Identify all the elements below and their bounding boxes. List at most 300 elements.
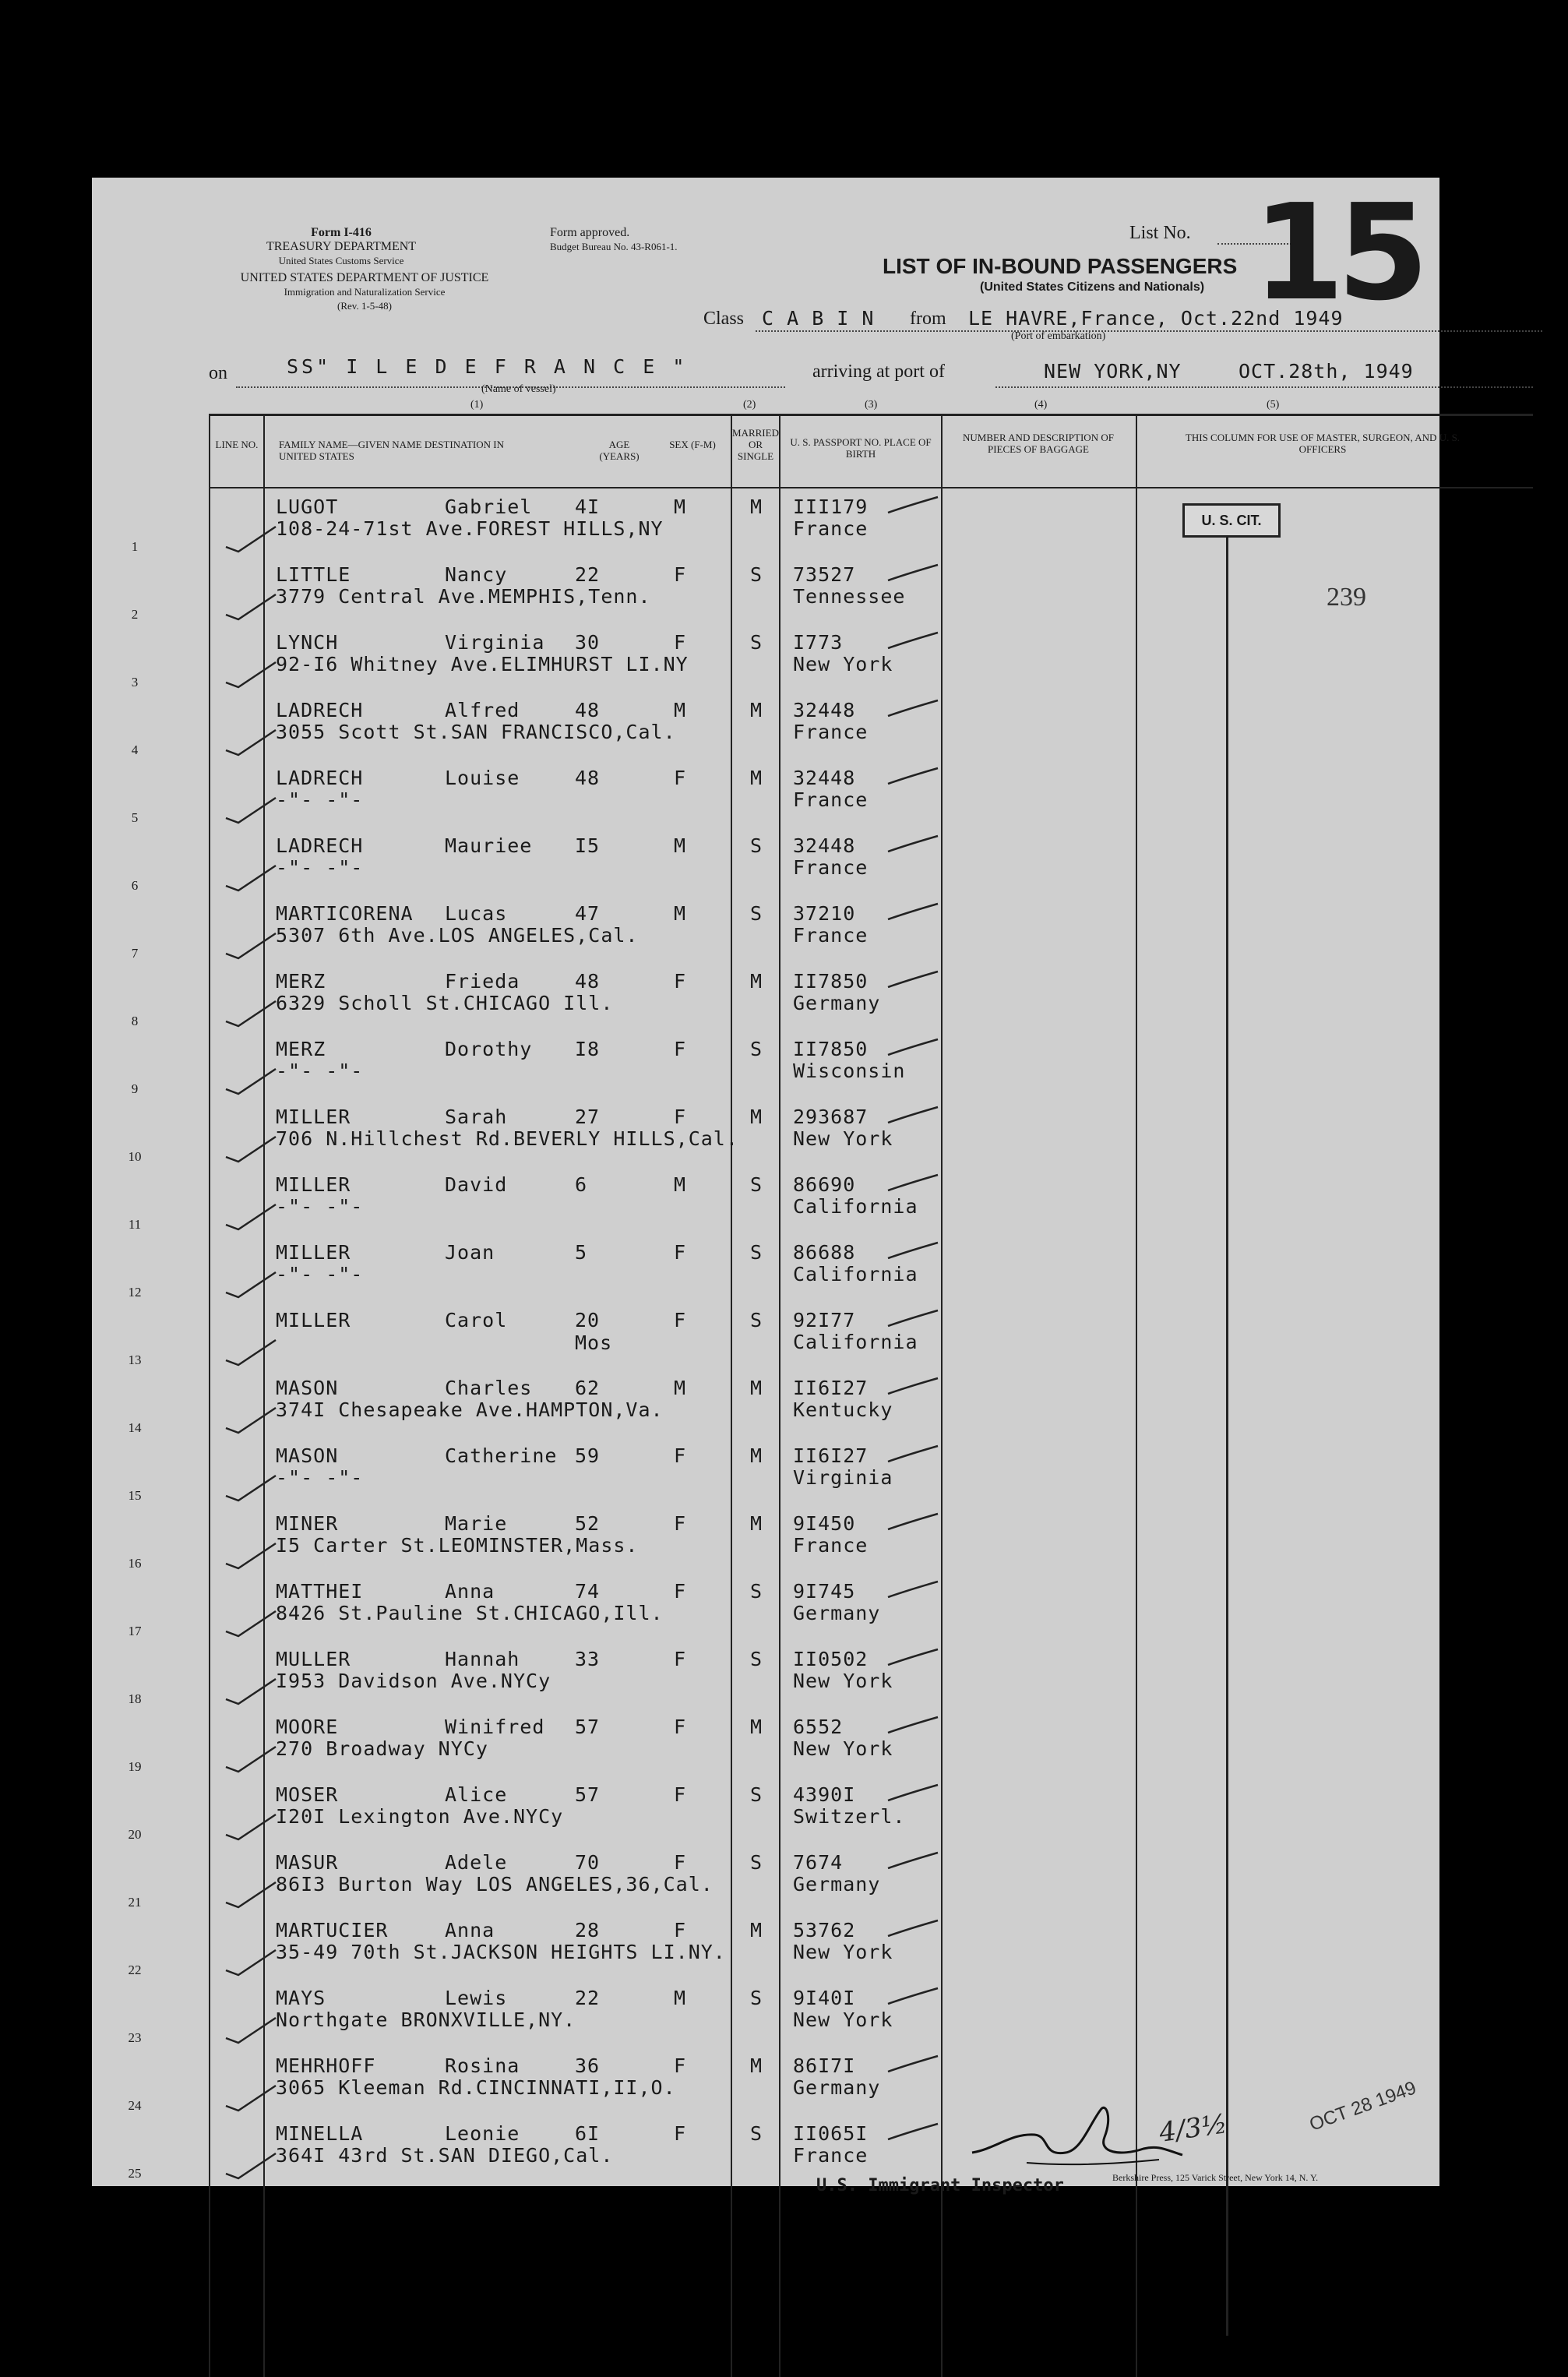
passport-number: III179 [793,496,869,518]
place-of-birth: Germany [793,992,881,1014]
sex: M [673,1377,687,1399]
header-baggage: NUMBER AND DESCRIPTION OF PIECES OF BAGGAGE [963,432,1114,455]
table-row [92,1646,1439,1714]
marital-status: M [749,1512,763,1535]
passport-number: II065I [793,2122,869,2145]
family-name: MEHRHOFF [276,2054,376,2077]
line-number: 9 [131,1081,139,1096]
table-row [92,1985,1439,2053]
place-of-birth: California [793,1331,918,1353]
passport-tick-icon [886,2054,941,2078]
agency-block-justice [201,271,528,313]
header-passport: U. S. PASSPORT NO. PLACE OF BIRTH [790,436,932,460]
given-name: Catherine [445,1444,558,1467]
place-of-birth: France [793,517,869,540]
table-row [92,2053,1439,2121]
table-row [92,630,1439,697]
place-of-birth: Germany [793,2076,881,2099]
sex: F [673,1648,687,1670]
family-name: LITTLE [276,563,351,586]
date-stamp: OCT 28 1949 [1306,2077,1419,2135]
sex: F [673,2054,687,2077]
family-name: LADRECH [276,834,364,857]
place-of-birth: France [793,721,869,743]
passport-number: 92I77 [793,1309,856,1331]
us-destination: 3779 Central Ave.MEMPHIS,Tenn. [276,585,651,608]
page-subtitle: (United States Citizens and Nationals) [980,280,1205,294]
check-mark-icon [224,2015,279,2046]
line-number: 2 [131,607,139,622]
budget-block [550,226,678,254]
table-row [92,1307,1439,1375]
marital-status: M [749,496,763,518]
age: 74 [575,1580,601,1603]
family-name: MILLER [276,1106,351,1128]
place-of-birth: Germany [793,1602,881,1624]
age: 62 [575,1377,601,1399]
from-label: from [910,309,946,329]
sex: F [673,1716,687,1738]
us-destination: I953 Davidson Ave.NYCy [276,1670,551,1692]
page-title: LIST OF IN-BOUND PASSENGERS [883,254,1238,278]
marital-status: S [749,563,763,586]
embarkation-caption: (Port of embarkation) [1011,330,1106,342]
passport-tick-icon [886,496,941,519]
check-mark-icon [224,1134,279,1165]
line-number: 3 [131,675,139,689]
us-destination: 3055 Scott St.SAN FRANCISCO,Cal. [276,721,676,743]
form-revision: (Rev. 1-5-48) [337,300,392,312]
passport-number: 293687 [793,1106,869,1128]
family-name: LADRECH [276,699,364,721]
marital-status: S [749,1648,763,1670]
form-approved: Form approved. [550,226,630,239]
marital-status: M [749,1919,763,1941]
passport-tick-icon [886,767,941,790]
header-officers: THIS COLUMN FOR USE OF MASTER, SURGEON, AND U. S. OFFICERS [1185,432,1461,455]
marital-status: S [749,1309,763,1331]
passport-tick-icon [886,1106,941,1129]
age: 30 [575,631,601,654]
given-name: Lewis [445,1987,508,2009]
table-row [92,1104,1439,1172]
printer-credit: Berkshire Press, 125 Varick Street, New York 14, N. Y. [1112,2172,1319,2183]
line-number: 15 [128,1488,142,1503]
sex: F [673,1919,687,1941]
passport-number: 86688 [793,1241,856,1264]
check-mark-icon [224,1879,279,1910]
line-number: 23 [128,2030,142,2045]
sex: F [673,1580,687,1603]
age: 52 [575,1512,601,1535]
passport-number: 9I745 [793,1580,856,1603]
place-of-birth: France [793,788,869,811]
age: I8 [575,1038,601,1060]
us-destination: 35-49 70th St.JACKSON HEIGHTS LI.NY. [276,1941,726,1963]
given-name: Gabriel [445,496,533,518]
given-name: Carol [445,1309,508,1331]
given-name: Dorothy [445,1038,533,1060]
line-number: 11 [128,1217,142,1232]
family-name: MASON [276,1377,339,1399]
age: 4I [575,496,601,518]
budget-bureau: Budget Bureau No. 43-R061-1. [550,241,678,252]
embarkation-port: LE HAVRE,France, Oct.22nd 1949 [968,307,1344,330]
check-mark-icon [224,1608,279,1639]
col-num-2: (2) [743,399,756,411]
marital-status: S [749,631,763,654]
passport-tick-icon [886,834,941,858]
sex: F [673,970,687,993]
on-label: on [209,363,227,383]
table-row [92,1511,1439,1578]
table-top-rule [209,414,1533,416]
age: 59 [575,1444,601,1467]
age: 48 [575,970,601,993]
place-of-birth: France [793,856,869,879]
us-destination: 108-24-71st Ave.FOREST HILLS,NY [276,517,664,540]
us-destination: 706 N.Hillchest Rd.BEVERLY HILLS,Cal. [276,1127,738,1150]
passport-tick-icon [886,1783,941,1807]
given-name: Leonie [445,2122,520,2145]
list-no-label: List No. [1129,223,1191,243]
table-row [92,1850,1439,1917]
marital-status: M [749,767,763,789]
sex: F [673,767,687,789]
us-destination: -"- -"- [276,1263,364,1285]
family-name: MASUR [276,1851,339,1874]
check-mark-icon [224,591,279,622]
col-num-5: (5) [1267,399,1280,411]
col-num-4: (4) [1034,399,1048,411]
vessel-caption: (Name of vessel) [481,383,556,395]
given-name: Frieda [445,970,520,993]
line-number: 8 [131,1014,139,1028]
table-row [92,1578,1439,1646]
sex: F [673,1309,687,1331]
line-number: 18 [128,1691,142,1706]
us-destination: 3065 Kleeman Rd.CINCINNATI,II,O. [276,2076,676,2099]
line-number: 7 [131,946,139,961]
table-row [92,1714,1439,1782]
line-number: 6 [131,878,139,893]
us-destination: -"- -"- [276,1195,364,1218]
header-age: AGE (YEARS) [599,439,640,462]
sex: F [673,631,687,654]
given-name: Mauriee [445,834,533,857]
place-of-birth: Wisconsin [793,1060,906,1082]
class-value: C A B I N [762,307,875,330]
line-number: 19 [128,1759,142,1774]
line-number: 17 [128,1624,142,1638]
check-mark-icon [224,1947,279,1978]
margin-number: 239 [1327,583,1366,612]
col-num-1: (1) [470,399,484,411]
place-of-birth: New York [793,1670,893,1692]
us-destination: -"- -"- [276,856,364,879]
line-number: 13 [128,1352,142,1367]
us-destination: -"- -"- [276,788,364,811]
table-row [92,1375,1439,1443]
line-number: 25 [128,2166,142,2181]
line-number: 21 [128,1895,142,1910]
header-sex: SEX (F-M) [669,439,716,450]
marital-status: S [749,2122,763,2145]
passport-number: II7850 [793,1038,869,1060]
check-mark-icon [224,1201,279,1233]
table-row [92,494,1439,562]
us-destination: 374I Chesapeake Ave.HAMPTON,Va. [276,1398,664,1421]
place-of-birth: California [793,1195,918,1218]
passport-tick-icon [886,1580,941,1603]
inspector-signature [964,2079,1198,2172]
us-destination: 5307 6th Ave.LOS ANGELES,Cal. [276,924,639,947]
age: 57 [575,1783,601,1806]
age: 5 [575,1241,588,1264]
agency-block [209,226,474,268]
check-mark-icon [224,795,279,826]
given-name: Virginia [445,631,545,654]
col-num-3: (3) [865,399,878,411]
family-name: MATTHEI [276,1580,364,1603]
us-destination: I5 Carter St.LEOMINSTER,Mass. [276,1534,639,1557]
sex: M [673,1173,687,1196]
sex: F [673,563,687,586]
check-mark-icon [224,2083,279,2114]
place-of-birth: Virginia [793,1466,893,1489]
passport-number: II0502 [793,1648,869,1670]
passport-number: I773 [793,631,844,654]
line-number: 14 [128,1420,142,1435]
dept-treasury: TREASURY DEPARTMENT [266,240,417,253]
passport-number: 86I7I [793,2054,856,2077]
given-name: David [445,1173,508,1196]
family-name: MINELLA [276,2122,364,2145]
passport-number: 32448 [793,834,856,857]
inspector-initials: 4/3½ [1157,2108,1230,2149]
passport-tick-icon [886,1377,941,1400]
table-row [92,1036,1439,1104]
given-name: Alfred [445,699,520,721]
passport-number: II6I27 [793,1444,869,1467]
marital-status: M [749,1444,763,1467]
sex: F [673,1783,687,1806]
passport-tick-icon [886,631,941,654]
passport-number: 53762 [793,1919,856,1941]
check-mark-icon [224,2150,279,2181]
check-mark-icon [224,1269,279,1300]
sex: F [673,2122,687,2145]
marital-status: M [749,1716,763,1738]
passport-tick-icon [886,1851,941,1874]
age: 6I [575,2122,601,2145]
place-of-birth: New York [793,1737,893,1760]
age: 36 [575,2054,601,2077]
passport-tick-icon [886,1716,941,1739]
marital-status: M [749,970,763,993]
check-mark-icon [224,1744,279,1775]
given-name: Sarah [445,1106,508,1128]
check-mark-icon [224,1066,279,1097]
line-number: 10 [128,1149,142,1164]
dept-justice-sub: Immigration and Naturalization Service [284,286,446,298]
marital-status: S [749,1241,763,1264]
passport-tick-icon [886,970,941,993]
check-mark-icon [224,727,279,758]
us-destination: 364I 43rd St.SAN DIEGO,Cal. [276,2144,614,2167]
us-destination: 8426 St.Pauline St.CHICAGO,Ill. [276,1602,664,1624]
family-name: MOSER [276,1783,339,1806]
check-mark-icon [224,524,279,555]
class-label: Class [703,309,745,329]
us-destination: -"- -"- [276,1060,364,1082]
line-number: 16 [128,1556,142,1571]
sex: F [673,1038,687,1060]
us-destination: I20I Lexington Ave.NYCy [276,1805,564,1828]
sex: F [673,1444,687,1467]
passport-tick-icon [886,1038,941,1061]
family-name: MERZ [276,970,326,993]
check-mark-icon [224,1405,279,1436]
sex: M [673,496,687,518]
marital-status: M [749,1106,763,1128]
given-name: Marie [445,1512,508,1535]
passport-tick-icon [886,1173,941,1197]
family-name: MILLER [276,1309,351,1331]
sex: F [673,1106,687,1128]
passport-tick-icon [886,1512,941,1536]
check-mark-icon [224,659,279,690]
passport-tick-icon [886,2122,941,2146]
place-of-birth: Kentucky [793,1398,893,1421]
family-name: MOORE [276,1716,339,1738]
place-of-birth: New York [793,1127,893,1150]
family-name: MINER [276,1512,339,1535]
family-name: MERZ [276,1038,326,1060]
family-name: LYNCH [276,631,339,654]
dept-treasury-sub: United States Customs Service [278,255,404,266]
given-name: Joan [445,1241,495,1264]
line-number: 22 [128,1963,142,1977]
place-of-birth: New York [793,653,893,675]
given-name: Charles [445,1377,533,1399]
passport-tick-icon [886,1648,941,1671]
us-destination: 92-I6 Whitney Ave.ELIMHURST LI.NY [276,653,689,675]
passport-tick-icon [886,1987,941,2010]
sex: M [673,699,687,721]
table-row [92,1443,1439,1511]
given-name: Lucas [445,902,508,925]
check-mark-icon [224,1337,279,1368]
age: 6 [575,1173,588,1196]
marital-status: S [749,1038,763,1060]
given-name: Louise [445,767,520,789]
place-of-birth: Switzerl. [793,1805,906,1828]
family-name: LADRECH [276,767,364,789]
place-of-birth: Tennessee [793,585,906,608]
table-header-rule [209,487,1533,488]
table-row [92,833,1439,901]
line-number: 24 [128,2098,142,2113]
check-mark-icon [224,930,279,961]
age: 28 [575,1919,601,1941]
passport-number: 32448 [793,699,856,721]
arrival-date: OCT.28th, 1949 [1239,360,1414,383]
marital-status: S [749,1580,763,1603]
table-row [92,765,1439,833]
us-destination: 86I3 Burton Way LOS ANGELES,36,Cal. [276,1873,714,1896]
given-name: Nancy [445,563,508,586]
age: 27 [575,1106,601,1128]
us-destination: 270 Broadway NYCy [276,1737,488,1760]
table-row [92,1917,1439,1985]
passport-number: 73527 [793,563,856,586]
family-name: MULLER [276,1648,351,1670]
place-of-birth: Germany [793,1873,881,1896]
marital-status: S [749,1851,763,1874]
marital-status: S [749,834,763,857]
passport-number: II6I27 [793,1377,869,1399]
marital-status: S [749,902,763,925]
passport-tick-icon [886,699,941,722]
place-of-birth: France [793,1534,869,1557]
family-name: MILLER [276,1173,351,1196]
table-row [92,1172,1439,1240]
sex: M [673,902,687,925]
given-name: Rosina [445,2054,520,2077]
header-name: FAMILY NAME—GIVEN NAME DESTINATION IN UNITED STATES [279,439,505,462]
inspector-caption: U.S. Immigrant Inspector [816,2176,1064,2195]
line-number: 20 [128,1827,142,1842]
list-no-value: 15 [1253,176,1422,330]
dept-justice: UNITED STATES DEPARTMENT OF JUSTICE [240,271,489,284]
age: 48 [575,699,601,721]
sex: M [673,834,687,857]
check-mark-icon [224,1811,279,1843]
passport-tick-icon [886,1444,941,1468]
check-mark-icon [224,1472,279,1504]
manifest-page [92,176,1461,2195]
passport-number: 9I450 [793,1512,856,1535]
passport-number: 37210 [793,902,856,925]
form-id: Form I-416 [311,226,372,239]
line-number: 12 [128,1285,142,1300]
family-name: MARTUCIER [276,1919,389,1941]
header-married: MARRIED OR SINGLE [732,427,779,462]
given-name: Alice [445,1783,508,1806]
marital-status: S [749,1783,763,1806]
age: 22 [575,1987,601,2009]
place-of-birth: France [793,2144,869,2167]
passport-tick-icon [886,1919,941,1942]
table-row [92,697,1439,765]
us-destination: 6329 Scholl St.CHICAGO Ill. [276,992,614,1014]
given-name: Adele [445,1851,508,1874]
passport-number: II7850 [793,970,869,993]
line-number: 4 [131,742,139,757]
check-mark-icon [224,998,279,1029]
sex: F [673,1512,687,1535]
given-name: Hannah [445,1648,520,1670]
check-mark-icon [224,1676,279,1707]
table-row [92,901,1439,968]
us-destination: -"- -"- [276,1466,364,1489]
place-of-birth: New York [793,2008,893,2031]
vessel-name: SS" I L E D E F R A N C E " [287,355,688,378]
age: 33 [575,1648,601,1670]
table-row [92,968,1439,1036]
passport-tick-icon [886,1309,941,1332]
